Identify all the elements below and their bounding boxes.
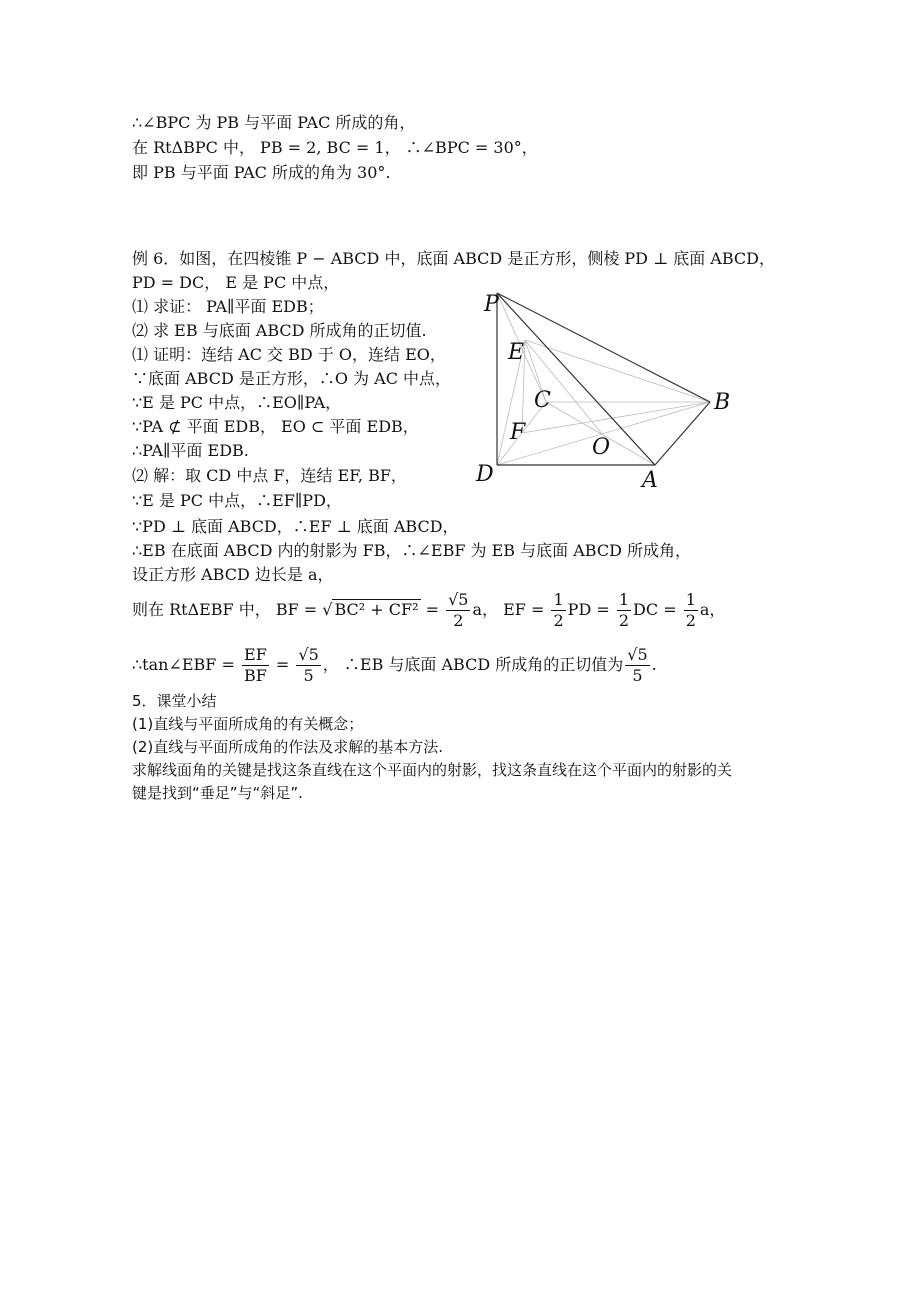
example-statement-2: PD = DC， E 是 PC 中点， — [132, 273, 340, 292]
label-B: B — [714, 390, 731, 415]
question-1: ⑴ 求证： PA∥平面 EDB； — [132, 297, 324, 316]
pd-text: PD = — [567, 600, 615, 619]
solution-line-2: ∵E 是 PC 中点，∴EF∥PD， — [132, 491, 342, 510]
summary-item-2: (2)直线与平面所成角的作法及求解的基本方法. — [132, 738, 444, 756]
prev-line-3: 即 PB 与平面 PAC 所成的角为 30°. — [132, 163, 391, 182]
pyramid-figure — [470, 285, 740, 500]
line-end-2: . — [651, 655, 657, 674]
prev-line-1: ∴∠BPC 为 PB 与平面 PAC 所成的角， — [132, 113, 416, 132]
fraction-half-2: $\frac{1}{2}$ — [618, 590, 630, 630]
prev-line-2: 在 RtΔBPC 中， PB = 2, BC = 1， ∴∠BPC = 30°， — [132, 138, 538, 157]
edge-AB — [655, 402, 710, 465]
summary-item-1: (1)直线与平面所成角的有关概念； — [132, 715, 364, 733]
ef-middle: a， EF = — [472, 600, 550, 619]
solution-line-1: ⑵ 解：取 CD 中点 F，连结 EF, BF， — [132, 466, 407, 485]
sqrt-radicand: BC² + CF² — [334, 600, 419, 619]
label-O: O — [592, 435, 611, 460]
fraction-half-3: $\frac{1}{2}$ — [685, 590, 696, 630]
conclusion-text: ， ∴EB 与底面 ABCD 所成角的正切值为 — [322, 655, 624, 674]
line-EB — [525, 340, 710, 402]
dc-text: DC = — [633, 600, 682, 619]
tan-prefix: ∴tan∠EBF = — [132, 655, 240, 674]
bf-prefix: 则在 RtΔEBF 中， BF = — [132, 600, 323, 619]
solution-line-6 — [132, 590, 725, 631]
proof-line-4: ∵PA ⊄ 平面 EDB， EO ⊂ 平面 EDB， — [132, 417, 419, 436]
proof-line-3: ∵E 是 PC 中点，∴EO∥PA， — [132, 393, 342, 412]
label-P: P — [484, 292, 499, 317]
solution-line-3: ∵PD ⊥ 底面 ABCD，∴EF ⊥ 底面 ABCD， — [132, 517, 459, 536]
fraction-ef-over-bf: $\frac{EF}{BF}$ — [243, 645, 267, 685]
sqrt-sign: √ — [322, 600, 333, 619]
label-C: C — [534, 388, 551, 413]
eq-sign-2: = — [270, 655, 295, 674]
proof-line-2: ∵底面 ABCD 是正方形，∴O 为 AC 中点， — [132, 369, 452, 388]
label-E: E — [508, 340, 525, 365]
eq-sign: = — [420, 600, 445, 619]
fraction-half-1: $\frac{1}{2}$ — [553, 590, 564, 630]
fraction-sqrt5-over-5: $\frac{√5}{5}$ — [298, 645, 319, 685]
fraction-sqrt5-over-2: $\frac{√5}{2}$ — [448, 590, 469, 630]
question-2: ⑵ 求 EB 与底面 ABCD 所成角的正切值. — [132, 321, 427, 340]
label-A: A — [642, 468, 658, 493]
edge-PB — [497, 293, 710, 402]
solution-line-7 — [132, 645, 657, 686]
summary-conclusion-2: 键是找到“垂足”与“斜足”. — [132, 784, 303, 802]
label-F: F — [510, 420, 526, 445]
label-D: D — [476, 462, 494, 487]
proof-line-5: ∴PA∥平面 EDB. — [132, 441, 249, 460]
fraction-answer: $\frac{√5}{5}$ — [627, 645, 648, 685]
proof-line-1: ⑴ 证明：连结 AC 交 BD 于 O，连结 EO， — [132, 345, 446, 364]
summary-conclusion-1: 求解线面角的关键是找这条直线在这个平面内的射影，找这条直线在这个平面内的射影的关 — [132, 761, 733, 779]
example-statement-1: 例 6．如图，在四棱锥 P − ABCD 中，底面 ABCD 是正方形，侧棱 PD ⊥ 底面 ABCD， — [132, 249, 775, 268]
line-end: a， — [699, 600, 726, 619]
solution-line-5: 设正方形 ABCD 边长是 a， — [132, 565, 334, 584]
solution-line-4: ∴EB 在底面 ABCD 内的射影为 FB，∴∠EBF 为 EB 与底面 ABCD 所成角， — [132, 541, 691, 560]
summary-heading: 5．课堂小结 — [132, 692, 217, 710]
